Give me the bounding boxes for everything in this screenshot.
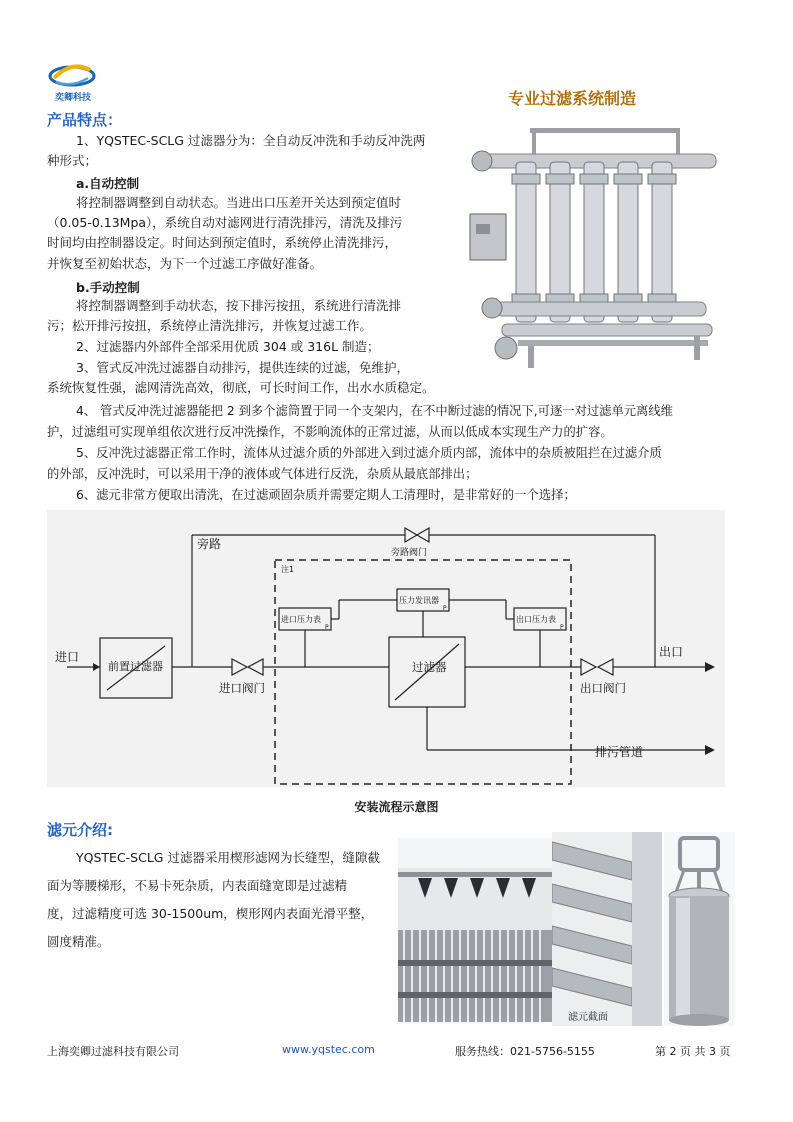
feature-2: 2、过滤器内外部件全部采用优质 304 或 316L 制造； — [76, 339, 380, 354]
diagram-outlet-valve-label: 出口阀门 — [580, 681, 626, 695]
footer-hotline: 服务热线：021-5756-5155 — [455, 1045, 595, 1058]
diagram-drain-label: 排污管道 — [595, 745, 644, 759]
element-line3: 度，过滤精度可选 30-1500um，楔形网内表面光滑平整， — [47, 906, 374, 921]
feature-5-line1: 5、反冲洗过滤器正常工作时，流体从过滤介质的外部进入到过滤介质内部，流体中的杂质被阻拦在过滤介质 — [76, 446, 662, 460]
footer-page-number: 第 2 页 共 3 页 — [655, 1045, 731, 1058]
auto-control-line3: 时间均由控制器设定。时间达到预定值时，系统停止清洗排污， — [47, 235, 398, 250]
logo-text: 奕卿科技 — [54, 93, 91, 103]
filter-element-image — [664, 832, 735, 1026]
element-section-image — [552, 832, 662, 1026]
auto-control-line1: 将控制器调整到自动状态。当进出口压差开关达到预定值时 — [76, 195, 402, 210]
feature-4-line2: 护，过滤组可实现单组依次进行反冲洗操作，不影响流体的正常过滤，从而以低成本实现生产力的扩容。 — [47, 425, 613, 439]
footer-company: 上海奕卿过滤科技有限公司 — [47, 1045, 179, 1058]
filter-system-photo — [468, 126, 720, 374]
auto-control-line2: （0.05-0.13Mpa），系统自动对滤网进行清洗排污，清洗及排污 — [47, 215, 403, 230]
auto-control-title: a.自动控制 — [76, 176, 140, 191]
diagram-caption: 安装流程示意图 — [354, 800, 439, 814]
diagram-filter-label: 过滤器 — [412, 660, 447, 674]
diagram-transmitter-label: 压力发讯器 — [399, 596, 439, 605]
feature-3-line1: 3、管式反冲洗过滤器自动排污，提供连续的过滤，免维护， — [76, 360, 409, 375]
feature-4-line1: 4、 管式反冲洗过滤器能把 2 到多个滤筒置于同一个支架内，在不中断过滤的情况下,可逐一对过滤单元离线维 — [76, 404, 673, 418]
features-title: 产品特点： — [47, 111, 123, 129]
diagram-inlet-gauge-label: 进口压力表 — [281, 615, 321, 624]
manual-control-line1: 将控制器调整到手动状态，按下排污按扭，系统进行清洗排 — [76, 298, 402, 313]
diagram-bypass-valve-label: 旁路阀门 — [391, 548, 428, 558]
feature-1-line2: 种形式； — [47, 153, 98, 168]
element-line2: 面为等腰梯形，不易卡死杂质，内表面缝宽即是过滤精 — [47, 878, 348, 893]
manual-control-line2: 污；松开排污按扭，系统停止清洗排污，并恢复过滤工作。 — [47, 318, 373, 333]
auto-control-line4: 并恢复至初始状态，为下一个过滤工序做好准备。 — [47, 256, 323, 271]
manual-control-title: b.手动控制 — [76, 280, 140, 295]
diagram-inlet-label: 进口 — [55, 650, 80, 664]
diagram-outlet-gauge-mark: P — [560, 624, 564, 631]
diagram-bypass-label: 旁路 — [197, 537, 222, 551]
installation-flow-diagram — [47, 510, 725, 787]
feature-5-line2: 的外部，反冲洗时，可以采用干净的液体或气体进行反洗，杂质从最底部排出； — [47, 467, 478, 481]
diagram-outlet-gauge-label: 出口压力表 — [516, 615, 556, 624]
slot-mesh-image — [398, 930, 552, 1022]
element-title: 滤元介绍: — [47, 821, 113, 839]
footer-website-link[interactable]: www.yqstec.com — [282, 1043, 375, 1056]
diagram-note-label: 注1 — [281, 565, 295, 574]
element-line1: YQSTEC-SCLG 过滤器采用楔形滤网为长缝型，缝隙截 — [76, 850, 380, 865]
feature-6: 6、滤元非常方便取出清洗，在过滤顽固杂质并需要定期人工清理时，是非常好的一个选择； — [76, 488, 576, 502]
element-section-label: 滤元截面 — [568, 1012, 608, 1023]
diagram-inlet-gauge-mark: P — [325, 624, 329, 631]
diagram-prefilter-label: 前置过滤器 — [108, 660, 163, 673]
tagline: 专业过滤系统制造 — [508, 89, 637, 108]
feature-1-line1: 1、YQSTEC-SCLG 过滤器分为：全自动反冲洗和手动反冲洗两 — [76, 133, 426, 148]
diagram-inlet-valve-label: 进口阀门 — [219, 681, 265, 695]
diagram-outlet-label: 出口 — [659, 645, 684, 659]
feature-3-line2: 系统恢复性强，滤网清洗高效，彻底，可长时间工作，出水水质稳定。 — [47, 380, 435, 395]
element-line4: 圆度精准。 — [47, 934, 110, 949]
diagram-transmitter-mark: P — [443, 605, 447, 612]
wedge-wire-image — [398, 838, 552, 930]
